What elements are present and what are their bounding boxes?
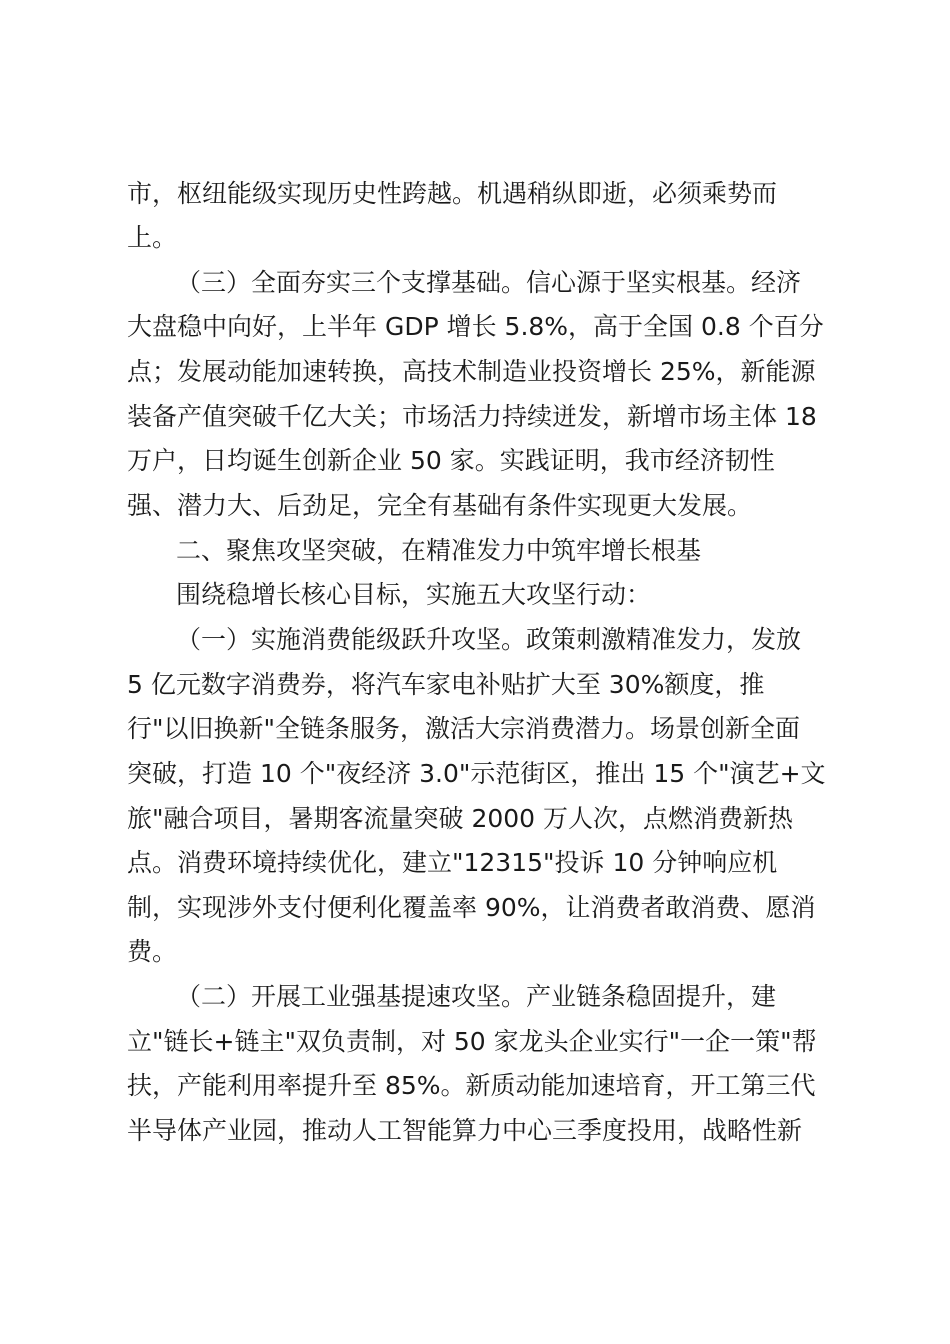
text-line: 半导体产业园，推动人工智能算力中心三季度投用，战略性新 bbox=[127, 1116, 803, 1145]
text-line: 强、潜力大、后劲足，完全有基础有条件实现更大发展。 bbox=[127, 491, 753, 520]
text-line: 立"链长+链主"双负责制，对 50 家龙头企业实行"一企一策"帮 bbox=[127, 1027, 817, 1056]
text-line: 万户，日均诞生创新企业 50 家。实践证明，我市经济韧性 bbox=[127, 446, 775, 475]
paragraph-heading-3: （三）全面夯实三个支撑基础。信心源于坚实根基。经济 bbox=[176, 268, 802, 297]
paragraph-heading-2: （二）开展工业强基提速攻坚。产业链条稳固提升，建 bbox=[176, 982, 777, 1011]
text-line: 上。 bbox=[127, 223, 178, 252]
text-line: 点；发展动能加速转换，高技术制造业投资增长 25%，新能源 bbox=[127, 357, 816, 386]
section-intro: 围绕稳增长核心目标，实施五大攻坚行动： bbox=[176, 580, 652, 609]
text-line: 突破，打造 10 个"夜经济 3.0"示范街区，推出 15 个"演艺+文 bbox=[127, 759, 826, 788]
text-line: 行"以旧换新"全链条服务，激活大宗消费潜力。场景创新全面 bbox=[127, 714, 801, 743]
text-line: 制，实现涉外支付便利化覆盖率 90%，让消费者敢消费、愿消 bbox=[127, 893, 816, 922]
text-line: 市，枢纽能级实现历史性跨越。机遇稍纵即逝，必须乘势而 bbox=[127, 179, 778, 208]
text-line: 点。消费环境持续优化，建立"12315"投诉 10 分钟响应机 bbox=[127, 848, 778, 877]
paragraph-heading-1: （一）实施消费能级跃升攻坚。政策刺激精准发力，发放 bbox=[176, 625, 802, 654]
text-line: 费。 bbox=[127, 937, 178, 966]
text-line: 大盘稳中向好，上半年 GDP 增长 5.8%，高于全国 0.8 个百分 bbox=[127, 312, 824, 341]
text-line: 装备产值突破千亿大关；市场活力持续迸发，新增市场主体 18 bbox=[127, 402, 817, 431]
text-line: 5 亿元数字消费券，将汽车家电补贴扩大至 30%额度，推 bbox=[127, 670, 765, 699]
section-heading-2: 二、聚焦攻坚突破，在精准发力中筑牢增长根基 bbox=[176, 536, 702, 565]
text-line: 旅"融合项目，暑期客流量突破 2000 万人次，点燃消费新热 bbox=[127, 804, 794, 833]
text-line: 扶，产能利用率提升至 85%。新质动能加速培育，开工第三代 bbox=[127, 1071, 816, 1100]
